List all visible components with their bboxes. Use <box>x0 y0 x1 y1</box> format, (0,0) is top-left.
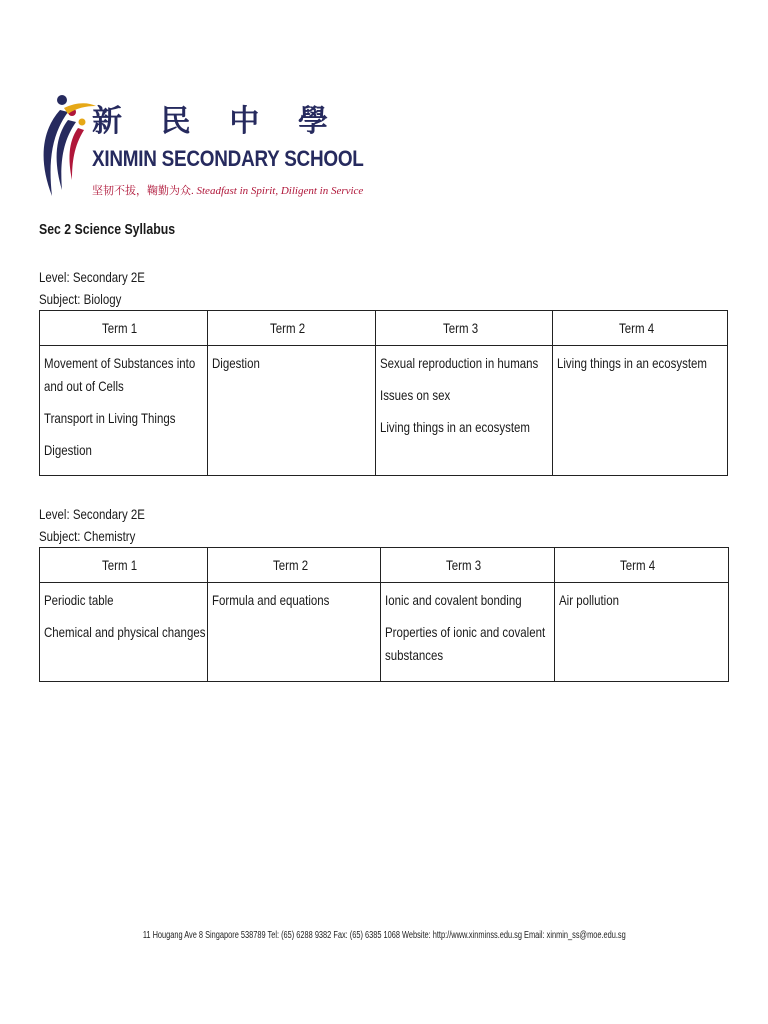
table-row <box>40 583 729 682</box>
list-item: Periodic table <box>44 592 114 608</box>
chemistry-subject: Subject: Chemistry <box>39 528 136 544</box>
chemistry-term-2-cell <box>208 583 381 682</box>
biology-term-2-cell <box>208 346 376 476</box>
school-chinese-name <box>92 96 328 140</box>
chemistry-term-3-cell <box>381 583 555 682</box>
header-term-1: Term 1 <box>40 548 208 583</box>
biology-term-4-cell <box>553 346 728 476</box>
biology-term-3-cell <box>376 346 553 476</box>
header-term-4: Term 4 <box>555 548 729 583</box>
chinese-char-3: 中 <box>229 104 260 139</box>
chinese-char-2: 民 <box>160 104 191 139</box>
list-item: Formula and equations <box>212 592 330 608</box>
table-header-row <box>40 548 729 583</box>
list-item: Properties of ionic and covalent substances <box>385 624 546 663</box>
list-item: Living things in an ecosystem <box>557 355 707 371</box>
footer-contact: 11 Hougang Ave 8 Singapore 538789 Tel: (65) 6288 9382 Fax: (65) 6385 1068 Website: http://www.xinminss.edu.sg Email: xinmin_ss@moe.edu.sg <box>142 930 626 941</box>
header-term-4: Term 4 <box>553 311 728 346</box>
motto-english: Steadfast in Spirit, Diligent in Service <box>196 185 364 197</box>
chinese-char-4: 學 <box>297 104 328 139</box>
chinese-char-1: 新 <box>92 104 122 139</box>
biology-level: Level: Secondary 2E <box>39 269 145 285</box>
list-item: Movement of Substances into and out of Cells <box>44 355 196 394</box>
chemistry-table <box>39 547 729 682</box>
chemistry-term-1-cell <box>40 583 208 682</box>
header-term-2: Term 2 <box>208 548 381 583</box>
list-item: Air pollution <box>559 592 619 608</box>
motto-chinese: 坚韧不拔，鞠勤为众 <box>92 185 191 197</box>
biology-subject: Subject: Biology <box>39 291 122 307</box>
list-item: Living things in an ecosystem <box>380 419 530 435</box>
header-term-1: Term 1 <box>40 311 208 346</box>
header-term-2: Term 2 <box>208 311 376 346</box>
chemistry-level: Level: Secondary 2E <box>39 506 145 522</box>
school-emblem-icon <box>38 90 98 202</box>
chemistry-term-4-cell <box>555 583 729 682</box>
biology-term-1-cell <box>40 346 208 476</box>
list-item: Ionic and covalent bonding <box>385 592 522 608</box>
list-item: Issues on sex <box>380 387 451 403</box>
header-term-3: Term 3 <box>376 311 553 346</box>
list-item: Transport in Living Things <box>44 410 176 426</box>
page-title: Sec 2 Science Syllabus <box>39 221 176 238</box>
chemistry-meta <box>39 503 168 547</box>
list-item: Digestion <box>212 355 260 371</box>
table-header-row <box>40 311 728 346</box>
table-row <box>40 346 728 476</box>
header-term-3: Term 3 <box>381 548 555 583</box>
biology-meta <box>39 266 168 310</box>
school-name: XINMIN SECONDARY SCHOOL <box>92 146 364 171</box>
biology-table <box>39 310 728 476</box>
list-item: Digestion <box>44 442 92 458</box>
school-motto: 坚韧不拔，鞠勤为众. Steadfast in Spirit, Diligent in Service <box>92 185 364 197</box>
list-item: Sexual reproduction in humans <box>380 355 539 371</box>
list-item: Chemical and physical changes <box>44 624 206 640</box>
